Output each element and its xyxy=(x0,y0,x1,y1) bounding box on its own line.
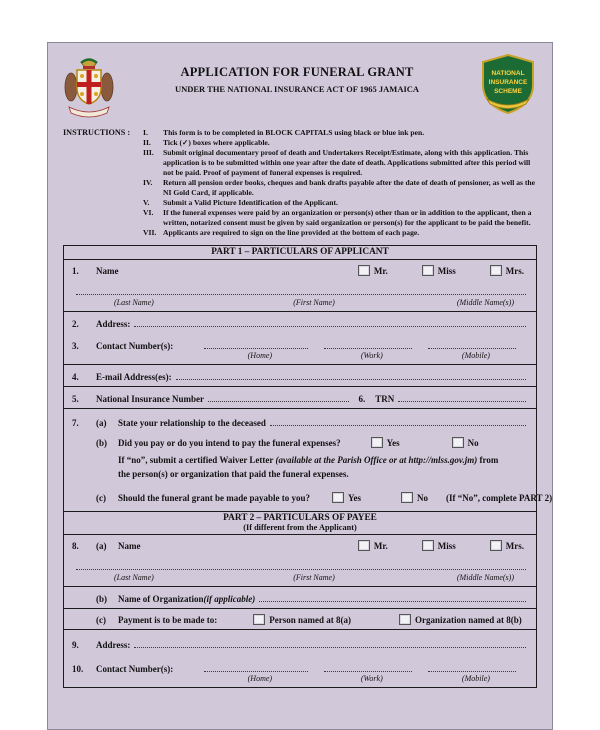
payment-made-to-row xyxy=(64,609,536,630)
sub-item-letter: (a) xyxy=(96,541,107,552)
checkbox-miss[interactable] xyxy=(422,265,456,276)
email-fill-line[interactable] xyxy=(176,370,526,380)
instruction-text: Submit original documentary proof of death and Undertakers Receipt/Estimate, along with this application. This application is to be submitted within one year after the date of death. Applications submitted after this period will not be paid. Proof of payment of funeral expenses is required. xyxy=(163,148,531,178)
work-number-fill-line[interactable] xyxy=(324,339,412,349)
home-label: (Home) xyxy=(247,351,273,361)
part2-redirect-note: (If “No”, complete PART 2) xyxy=(446,493,553,504)
checkbox-box[interactable] xyxy=(490,265,502,276)
contact-part-labels xyxy=(72,351,528,360)
instruction-text: If the funeral expenses were paid by an organization or person(s) other than or in addition to the applicant, then a written, notarized consent must be given by said organization or person(s) for the applicant to be paid the benefit. xyxy=(163,208,532,228)
instruction-item xyxy=(143,148,537,178)
checkbox-box[interactable] xyxy=(401,492,413,503)
waiver-note-parenthetical: (available at the Parish Office or at http://mlss.gov.jm) xyxy=(275,455,478,466)
row-number: 9. xyxy=(72,640,79,651)
checkbox-q7c-yes[interactable] xyxy=(332,492,361,503)
svg-text:SCHEME: SCHEME xyxy=(494,88,522,95)
instruction-number: VI. xyxy=(143,208,154,218)
applicant-email-row xyxy=(64,365,536,387)
payee-address-label: Address: xyxy=(96,640,131,651)
form-title: APPLICATION FOR FUNERAL GRANT xyxy=(180,65,414,79)
payee-address-contact-rows xyxy=(64,630,536,687)
checkbox-box[interactable] xyxy=(358,265,370,276)
mobile-label: (Mobile) xyxy=(461,351,490,361)
instruction-number: III. xyxy=(143,148,154,158)
row-number: 1. xyxy=(72,266,79,277)
row-number: 2. xyxy=(72,319,79,330)
instruction-item xyxy=(143,198,537,208)
payee-contact-part-labels xyxy=(72,674,528,683)
checkbox-label: Mr. xyxy=(373,265,388,276)
name-part-labels xyxy=(72,298,528,307)
checkbox-box[interactable] xyxy=(332,492,344,503)
trn-number: 6. xyxy=(358,394,366,405)
checkbox-box[interactable] xyxy=(358,540,370,551)
home-number-fill-line[interactable] xyxy=(204,339,308,349)
checkbox-label: Mr. xyxy=(373,540,388,551)
form-subtitle: UNDER THE NATIONAL INSURANCE ACT OF 1965 JAMAICA xyxy=(174,84,420,94)
payee-organization-row xyxy=(64,587,536,609)
national-insurance-scheme-badge-icon xyxy=(479,53,537,120)
instruction-number: IV. xyxy=(143,178,153,188)
payee-name-row xyxy=(64,535,536,587)
jamaica-coat-of-arms-icon xyxy=(63,53,115,124)
mobile-label: (Mobile) xyxy=(461,674,490,684)
sub-item-letter: (b) xyxy=(96,594,107,605)
checkbox-label: Person named at 8(a) xyxy=(269,614,351,625)
name-label: Name xyxy=(96,266,119,277)
instruction-text: Return all pension order books, cheques and bank drafts payable after the date of death of pensioner, as well as the NI Gold Card, if applicable. xyxy=(163,178,535,198)
checkbox-box[interactable] xyxy=(399,614,411,625)
last-name-label: (Last Name) xyxy=(114,298,154,308)
waiver-note-pre: If “no”, submit a certified Waiver Letter xyxy=(118,455,276,466)
checkbox-q7c-no[interactable] xyxy=(401,492,428,503)
instruction-number: II. xyxy=(143,138,151,148)
checkbox-payee-mr[interactable] xyxy=(358,540,388,551)
payee-address-fill-line[interactable] xyxy=(134,638,526,648)
checkbox-label: Yes xyxy=(348,492,362,503)
row-number: 3. xyxy=(72,341,79,352)
instruction-text: Submit a Valid Picture Identification of the Applicant. xyxy=(163,198,338,208)
organization-if-applicable-label: (if applicable) xyxy=(203,594,256,605)
instructions-list xyxy=(143,128,537,238)
applicant-address-contact-rows xyxy=(64,312,536,365)
applicant-name-row xyxy=(64,260,536,312)
row-number: 5. xyxy=(72,394,79,405)
row-number: 10. xyxy=(72,664,84,675)
payable-question: Should the funeral grant be made payable to you? xyxy=(118,493,311,504)
part2-subtitle: (If different from the Applicant) xyxy=(243,523,357,533)
checkbox-box[interactable] xyxy=(371,437,383,448)
form-header xyxy=(63,53,537,124)
waiver-note xyxy=(72,452,528,483)
applicant-nis-trn-row xyxy=(64,387,536,409)
checkbox-box[interactable] xyxy=(490,540,502,551)
checkbox-person-8a[interactable] xyxy=(253,614,351,625)
checkbox-label: Miss xyxy=(437,540,456,551)
payment-to-label: Payment is to be made to: xyxy=(118,615,218,626)
application-form-page xyxy=(47,42,553,730)
instruction-text: This form is to be completed in BLOCK CAPITALS using black or blue ink pen. xyxy=(163,128,425,137)
checkbox-label: Mrs. xyxy=(505,540,524,551)
relationship-label: State your relationship to the deceased xyxy=(118,418,266,429)
checkbox-label: Mrs. xyxy=(505,265,524,276)
checkbox-label: Miss xyxy=(437,265,456,276)
instruction-item xyxy=(143,208,537,228)
svg-text:NATIONAL: NATIONAL xyxy=(491,70,525,77)
row-number: 7. xyxy=(72,418,79,429)
checkbox-payee-mrs[interactable] xyxy=(490,540,524,551)
paid-expenses-question: Did you pay or do you intend to pay the funeral expenses? xyxy=(118,438,341,449)
sub-item-letter: (a) xyxy=(96,418,107,429)
trn-label: TRN xyxy=(375,394,395,405)
checkbox-label: Yes xyxy=(386,437,400,448)
organization-label: Name of Organization xyxy=(118,594,204,605)
checkbox-organization-8b[interactable] xyxy=(399,614,522,625)
form-table xyxy=(63,245,553,688)
instruction-text: Applicants are required to sign on the line provided at the bottom of each page. xyxy=(163,228,420,238)
instruction-item xyxy=(143,228,537,238)
instructions-label: INSTRUCTIONS : xyxy=(63,128,131,137)
svg-text:INSURANCE: INSURANCE xyxy=(488,79,528,86)
applicant-contact-row xyxy=(72,339,528,351)
instructions-section xyxy=(63,128,537,238)
contact-label: Contact Number(s): xyxy=(96,664,174,675)
payee-contact-row xyxy=(72,662,528,674)
instruction-item xyxy=(143,128,537,138)
part2-title: PART 2 – PARTICULARS OF PAYEE xyxy=(223,513,377,524)
nis-fill-line[interactable] xyxy=(208,392,349,402)
instruction-number: I. xyxy=(143,128,148,137)
home-label: (Home) xyxy=(247,674,273,684)
sub-item-letter: (c) xyxy=(96,615,106,626)
part2-header-bar xyxy=(64,512,536,535)
waiver-note-post: from the person(s) or organization that paid the funeral expenses. xyxy=(118,455,499,479)
payee-mobile-number-fill-line[interactable] xyxy=(428,662,516,672)
checkbox-mr[interactable] xyxy=(358,265,388,276)
relationship-fill-line[interactable] xyxy=(270,416,526,426)
part1-header-bar: PART 1 – PARTICULARS OF APPLICANT xyxy=(64,246,536,260)
sub-item-letter: (c) xyxy=(96,493,106,504)
email-label: E-mail Address(es): xyxy=(96,372,172,383)
checkbox-box[interactable] xyxy=(253,614,265,625)
checkbox-label: No xyxy=(417,492,429,503)
question7c-row xyxy=(72,492,553,504)
checkbox-box[interactable] xyxy=(452,437,464,448)
checkbox-q7b-yes[interactable] xyxy=(371,437,400,448)
address-label: Address: xyxy=(96,319,131,330)
checkbox-mrs[interactable] xyxy=(490,265,524,276)
instruction-item xyxy=(143,178,537,198)
sub-item-letter: (b) xyxy=(96,438,107,449)
applicant-name-fill-line[interactable] xyxy=(76,285,526,295)
checkbox-q7b-no[interactable] xyxy=(452,437,479,448)
instruction-item xyxy=(143,138,537,148)
checkbox-label: Organization named at 8(b) xyxy=(414,614,522,625)
question7b-row xyxy=(72,437,528,448)
instruction-number: V. xyxy=(143,198,150,208)
row-number: 4. xyxy=(72,372,79,383)
question7-block xyxy=(64,409,553,512)
applicant-address-fill-line[interactable] xyxy=(134,317,526,327)
middle-name-label: (Middle Name(s)) xyxy=(456,298,514,308)
work-label: (Work) xyxy=(360,351,383,361)
instruction-text: Tick (✓) boxes where applicable. xyxy=(163,138,270,148)
last-name-label: (Last Name) xyxy=(114,573,154,583)
contact-label: Contact Number(s): xyxy=(96,341,174,352)
middle-name-label: (Middle Name(s)) xyxy=(456,573,514,583)
checkbox-box[interactable] xyxy=(422,265,434,276)
checkbox-label: No xyxy=(467,437,479,448)
payee-home-number-fill-line[interactable] xyxy=(204,662,308,672)
form-title-block xyxy=(115,53,479,94)
nis-label: National Insurance Number xyxy=(96,394,205,405)
mobile-number-fill-line[interactable] xyxy=(428,339,516,349)
payee-work-number-fill-line[interactable] xyxy=(324,662,412,672)
payee-name-fill-line[interactable] xyxy=(76,560,526,570)
payee-name-part-labels xyxy=(72,573,528,582)
instruction-number: VII. xyxy=(143,228,157,238)
row-number: 8. xyxy=(72,541,79,552)
first-name-label: (First Name) xyxy=(293,298,335,308)
first-name-label: (First Name) xyxy=(293,573,335,583)
checkbox-payee-miss[interactable] xyxy=(422,540,456,551)
work-label: (Work) xyxy=(360,674,383,684)
trn-fill-line[interactable] xyxy=(398,392,526,402)
payee-name-label: Name xyxy=(118,541,141,552)
organization-fill-line[interactable] xyxy=(259,592,526,602)
checkbox-box[interactable] xyxy=(422,540,434,551)
